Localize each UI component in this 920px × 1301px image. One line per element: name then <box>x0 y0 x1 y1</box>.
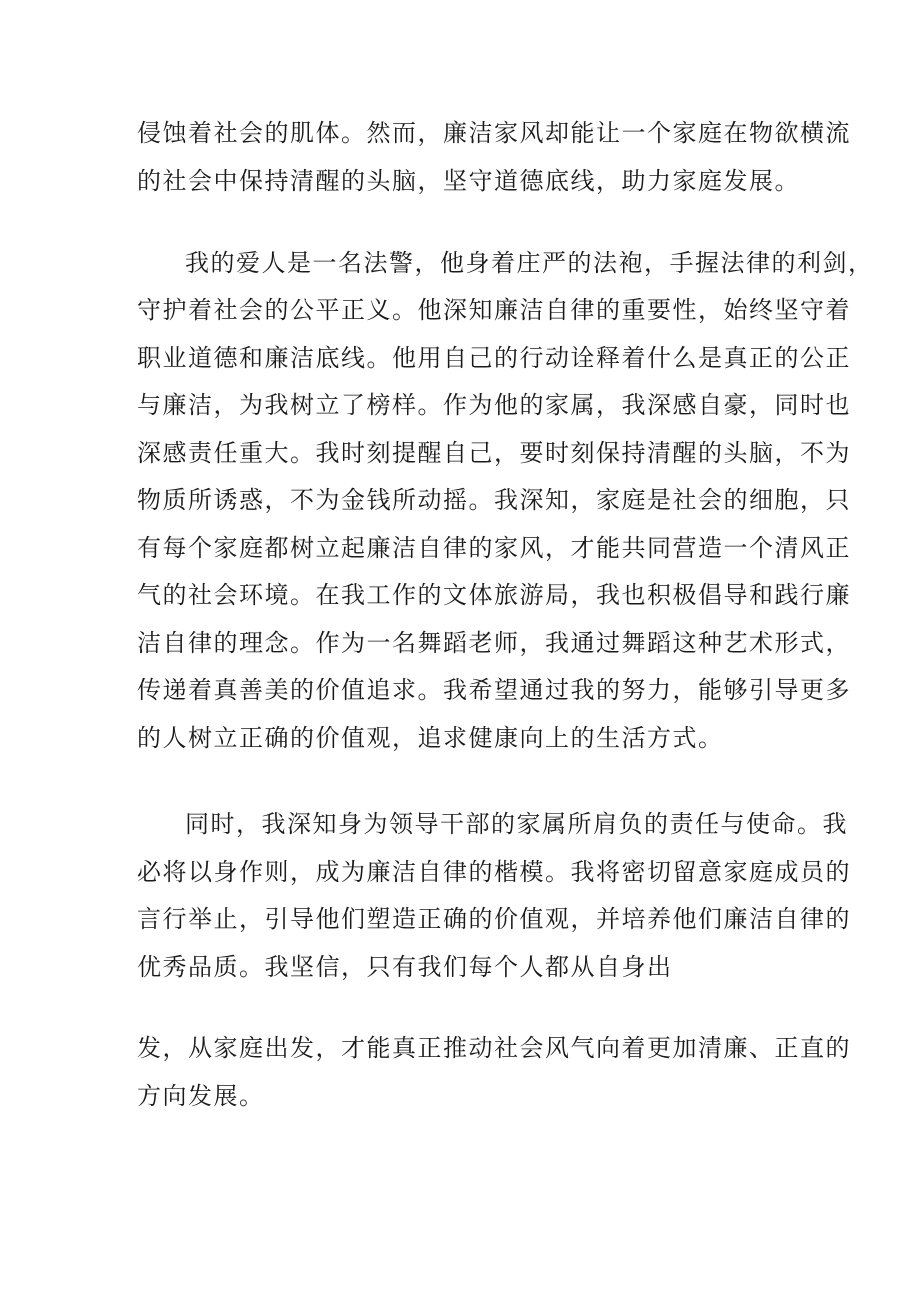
text-line: 气的社会环境。在我工作的文体旅游局，我也积极倡导和践行廉 <box>137 581 851 609</box>
text-line: 深感责任重大。我时刻提醒自己，要时刻保持清醒的头脑，不为 <box>137 439 851 467</box>
text-line: 职业道德和廉洁底线。他用自己的行动诠释着什么是真正的公正 <box>137 344 851 372</box>
text-line: 我的爱人是一名法警，他身着庄严的法袍，手握法律的利剑， <box>185 249 874 277</box>
text-line: 同时，我深知身为领导干部的家属所肩负的责任与使命。我 <box>185 810 848 838</box>
text-line: 的人树立正确的价值观，追求健康向上的生活方式。 <box>137 724 724 752</box>
text-line: 与廉洁，为我树立了榜样。作为他的家属，我深感自豪，同时也 <box>137 391 851 419</box>
text-line: 侵蚀着社会的肌体。然而，廉洁家风却能让一个家庭在物欲横流 <box>137 119 851 147</box>
text-line: 守护着社会的公平正义。他深知廉洁自律的重要性，始终坚守着 <box>137 296 851 324</box>
text-line: 有每个家庭都树立起廉洁自律的家风，才能共同营造一个清风正 <box>137 534 851 562</box>
text-line: 方向发展。 <box>137 1082 265 1110</box>
text-line: 传递着真善美的价值追求。我希望通过我的努力，能够引导更多 <box>137 676 851 704</box>
text-line: 优秀品质。我坚信，只有我们每个人都从自身出 <box>137 953 673 981</box>
text-line: 发，从家庭出发，才能真正推动社会风气向着更加清廉、正直的 <box>137 1034 851 1062</box>
text-line: 物质所诱惑，不为金钱所动摇。我深知，家庭是社会的细胞，只 <box>137 486 851 514</box>
text-line: 的社会中保持清醒的头脑，坚守道德底线，助力家庭发展。 <box>137 167 800 195</box>
text-line: 言行举止，引导他们塑造正确的价值观，并培养他们廉洁自律的 <box>137 905 851 933</box>
text-line: 洁自律的理念。作为一名舞蹈老师，我通过舞蹈这种艺术形式， <box>137 629 851 657</box>
text-line: 必将以身作则，成为廉洁自律的楷模。我将密切留意家庭成员的 <box>137 858 851 886</box>
